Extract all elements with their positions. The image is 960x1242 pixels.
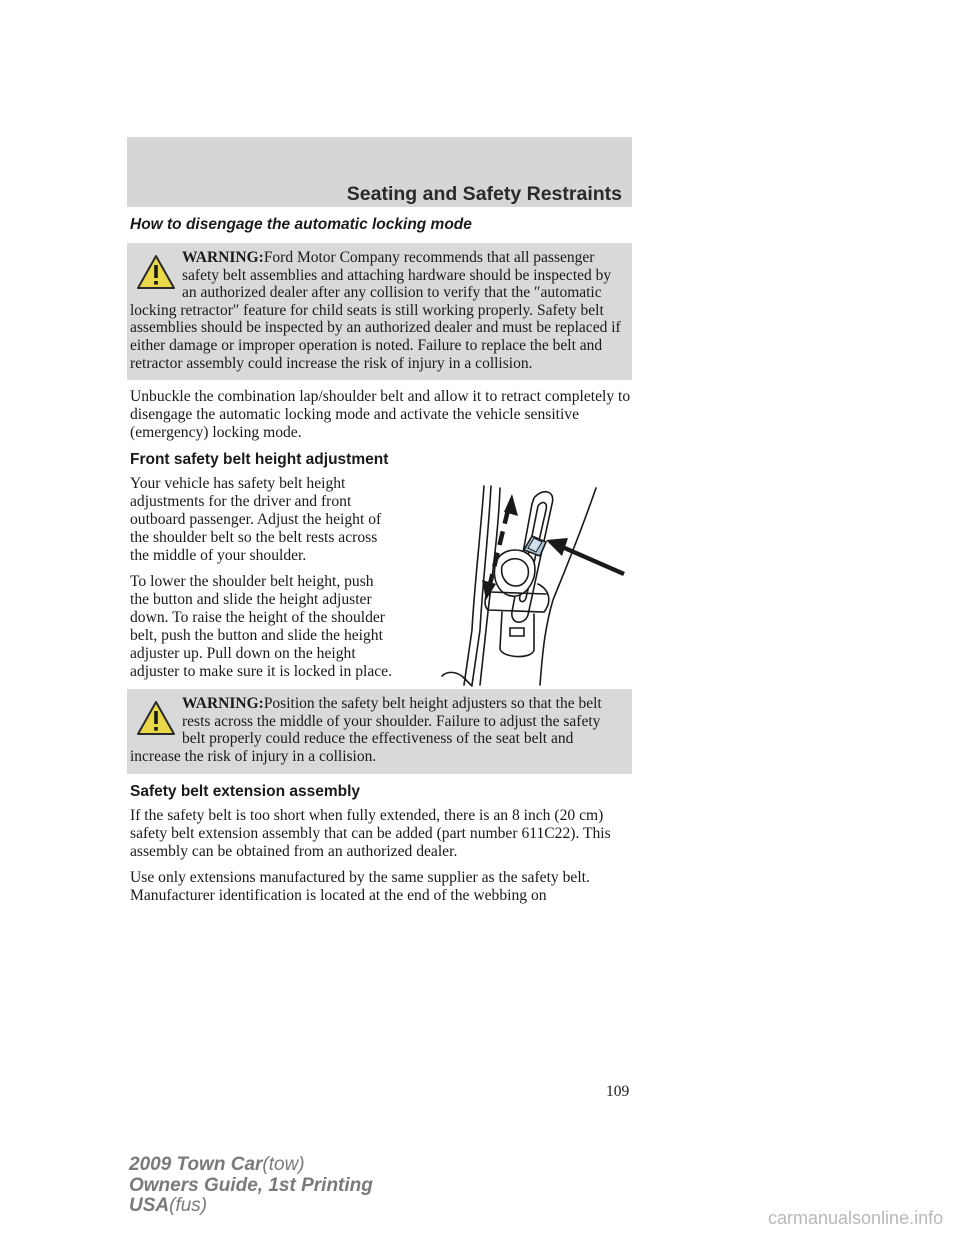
section-title: Seating and Safety Restraints [346,183,622,205]
paragraph-extension-2: Use only extensions manufactured by the same supplier as the safety belt. Manufacturer identification is located at the end of the webbing on [130,868,590,904]
warning-text: Position the safety belt height adjusters so that the belt rests across the middle of your shoulder. Failure to adjust the safety belt properly could reduce the effectiveness of the seat belt and increase the risk of injury in a collision. [130,695,602,765]
warning-label: WARNING: [182,695,264,713]
footer-model: 2009 Town Car [129,1154,263,1175]
height-adjust-section [130,475,632,681]
footer-model-code: (tow) [262,1154,305,1175]
warning-box-1 [127,243,632,380]
warning-triangle-icon [136,699,176,737]
paragraph-height-howto: To lower the shoulder belt height, push the button and slide the height adjuster down. To raise the height of the shoulder belt, push the button and slide the height adjuster up. Pull down on the height adjuster to make sure it is locked in place. [130,573,392,681]
paragraph-unbuckle: Unbuckle the combination lap/shoulder belt and allow it to retract completely to disengage the automatic locking mode and activate the vehicle sensitive (emergency) locking mode. [130,388,631,442]
paragraph-extension-1: If the safety belt is too short when fully extended, there is an 8 inch (20 cm) safety belt extension assembly that can be added (part number 611C22). This assembly can be obtained from an authorized dealer. [130,806,611,860]
warning-box-2 [127,689,632,773]
warning-text: Ford Motor Company recommends that all passenger safety belt assemblies and attaching hardware should be inspected by an authorized dealer after any collision to verify that the ″automatic locking retractor″ feature for child seats is still working properly. Safety belt assemblies should be inspected by an authorized dealer and must be replaced if either damage or improper operation is noted. Failure to replace the belt and retractor assembly could increase the risk of injury in a collision. [130,249,621,372]
heading-disengage: How to disengage the automatic locking mode [130,216,472,233]
watermark: carmanualsonline.info [768,1208,944,1228]
footer-print-info [129,1155,373,1217]
warning-label: WARNING: [182,249,264,266]
heading-height-adjust: Front safety belt height adjustment [130,451,389,469]
height-adjuster-illustration [428,480,633,690]
warning-triangle-icon [136,253,176,291]
heading-extension: Safety belt extension assembly [130,782,361,800]
page-content [130,216,632,905]
footer-guide: Owners Guide, 1st Printing [129,1174,373,1196]
paragraph-height-intro: Your vehicle has safety belt height adjustments for the driver and front outboard passenger. Adjust the height of the shoulder belt so the belt rests across the middle of your shoulder. [130,475,382,565]
footer-market: USA [129,1195,170,1216]
pointer-arrow-icon [546,538,624,574]
footer-market-code: (fus) [169,1195,208,1216]
page-number: 109 [606,1083,630,1100]
section-header-band [127,137,632,207]
